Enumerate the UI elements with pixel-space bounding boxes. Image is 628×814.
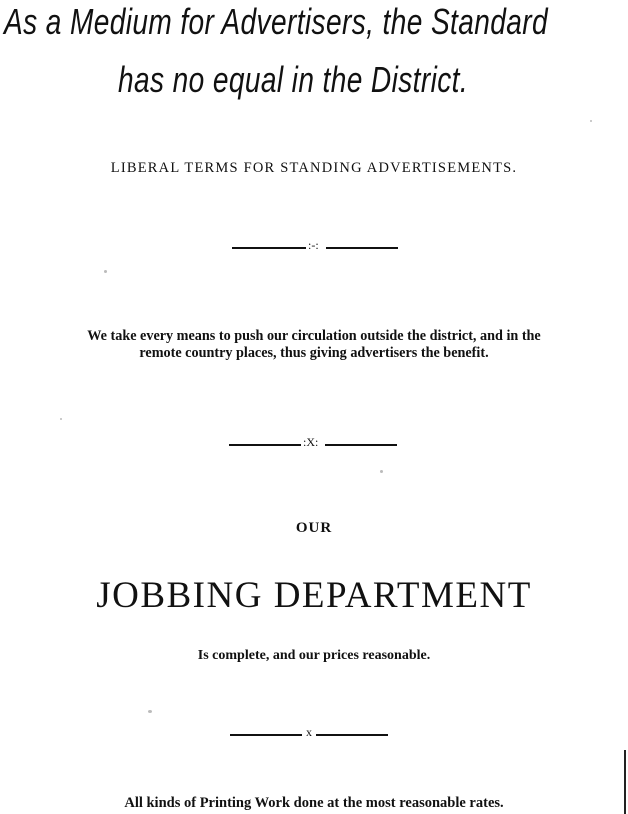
circulation-line-2: remote country places, thus giving advertisers the benefit. xyxy=(139,345,489,361)
divider-3 xyxy=(230,725,388,740)
divider-2-right-rule xyxy=(325,444,397,446)
circulation-paragraph xyxy=(0,328,628,362)
divider-1-right-rule xyxy=(326,247,398,249)
divider-2-left-rule xyxy=(229,444,301,446)
print-speck xyxy=(104,270,107,273)
jobbing-department-title: JOBBING DEPARTMENT xyxy=(96,575,532,616)
our-heading: OUR xyxy=(295,520,333,536)
divider-3-left-rule xyxy=(230,734,302,736)
divider-2 xyxy=(229,435,397,450)
print-speck xyxy=(590,120,592,122)
printing-work-line: All kinds of Printing Work done at the most reasonable rates. xyxy=(124,795,504,811)
liberal-terms-heading: LIBERAL TERMS FOR STANDING ADVERTISEMENTS. xyxy=(110,160,518,176)
divider-2-ornament: :X: xyxy=(303,435,319,449)
divider-1-left-rule xyxy=(232,247,306,249)
divider-1 xyxy=(232,238,398,253)
headline-line-1: As a Medium for Advertisers, the Standard xyxy=(4,1,549,42)
divider-1-ornament: :-: xyxy=(308,238,319,252)
print-speck xyxy=(148,710,152,713)
print-speck xyxy=(60,418,62,420)
jobbing-department-subtitle: Is complete, and our prices reasonable. xyxy=(197,648,431,663)
headline-line-2: has no equal in the District. xyxy=(118,59,469,100)
circulation-line-1: We take every means to push our circulation outside the district, and in the xyxy=(87,328,541,344)
divider-3-ornament: x xyxy=(306,725,312,739)
page-edge-mark xyxy=(624,750,626,814)
print-speck xyxy=(380,470,383,473)
divider-3-right-rule xyxy=(316,734,388,736)
